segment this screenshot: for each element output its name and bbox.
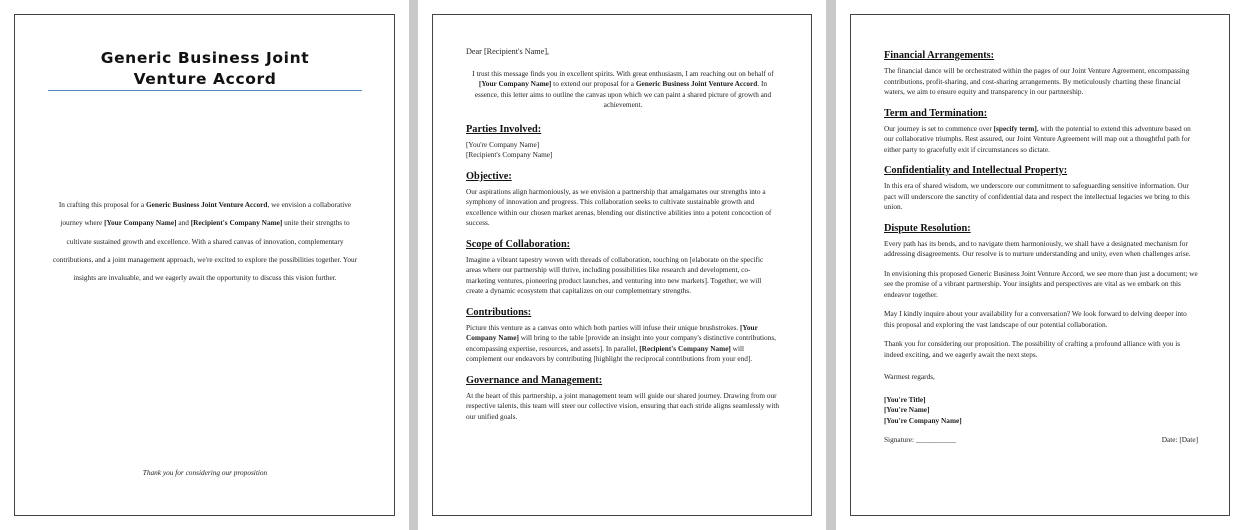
signature-block: [You're Title] [You're Name] [You're Company Name] (884, 394, 962, 425)
page-cover (0, 0, 409, 530)
closing-note: Thank you for considering our proposition (142, 468, 268, 477)
dispute-heading: Dispute Resolution: (884, 222, 971, 234)
greeting: Dear [Recipient's Name], (466, 47, 550, 56)
signature-line: Signature: ___________ (884, 435, 956, 444)
confidentiality-text: In this era of shared wisdom, we underscore our commitment to safeguarding sensitive information. Our pact will underscore the sanctity of confidential data and respect the intellectual legacies we bring to this union. (884, 181, 1190, 211)
date-field: Date: [Date] (1161, 435, 1198, 444)
envision-text: In envisioning this proposed Generic Business Joint Venture Accord, we see more than just a document; we see the promise of a vibrant partnership. Your insights and perspectives are vital as we embark on this endeavor together. (884, 268, 1198, 299)
financial-heading: Financial Arrangements: (884, 50, 995, 61)
opening-paragraph: I trust this message finds you in excellent spirits. With great enthusiasm, I am reaching out on behalf of [Your Company Name] to extend our proposal for a Generic Business Joint Venture Accord. In essence, this letter aims to outline the canvas upon which we can paint a shared picture of growth and achievement. (472, 68, 774, 109)
title-line-1: Generic Business Joint (100, 49, 310, 67)
title-line-2: Venture Accord (133, 70, 277, 88)
signature-row (884, 435, 1198, 446)
closing-column (884, 49, 1198, 446)
contributions-text: Picture this venture as a canvas onto which both parties will infuse their unique brushstrokes. [Your Company Name] will bring to the table [provide an insight into your company's distinctive contributions, encompassing expertise, resources, and assets]. In parallel, [Recipient's Company Name] will complement our endeavors by contributing [highlight the reciprocal contributions from your end]. (466, 322, 776, 363)
governance-text: At the heart of this partnership, a joint management team will guide our shared journey. Drawing from our respective talents, this team will steer our collective vision, ensuring that each stride aligns seamlessly with our unified goals. (466, 390, 780, 421)
document-title (40, 48, 370, 90)
term-text: Our journey is set to commence over [specify term], with the potential to extend this adventure based on our collaborative triumphs. Rest assured, our Joint Venture Agreement will map out a thoughtful path for either party to gracefully exit if circumstances so dictate. (884, 123, 1191, 154)
letter-column (466, 47, 780, 431)
regards: Warmest regards, (884, 372, 935, 381)
scope-heading: Scope of Collaboration: (466, 238, 571, 250)
inquire-text: May I kindly inquire about your availability for a conversation? We look forward to delving deeper into this proposal and exploring the vast landscape of our potential collaboration. (884, 309, 1187, 329)
objective-heading: Objective: (466, 170, 512, 182)
title-divider (48, 90, 362, 91)
financial-text: The financial dance will be orchestrated within the pages of our Joint Venture Agreement, encompassing contributions, profit-sharing, and cost-sharing arrangements. By meticulously charting these financial waters, we aim to ensure equity and transparency in our partnership. (884, 66, 1190, 96)
page-letter-closing (836, 0, 1244, 530)
term-heading: Term and Termination: (884, 107, 988, 119)
contributions-heading: Contributions: (466, 306, 532, 318)
parties-heading: Parties Involved: (466, 123, 542, 135)
dispute-text: Every path has its bends, and to navigate them harmoniously, we shall have a designated mechanism for addressing disagreements. Our resolve is to nurture understanding and unity, even when challenges arise. (884, 238, 1191, 258)
confidentiality-heading: Confidentiality and Intellectual Property: (884, 165, 1068, 176)
objective-text: Our aspirations align harmoniously, as we envision a partnership that amalgamates our strengths into a symphony of innovation and progress. This collaboration seeks to cultivate sustainable growth and excellence within our chosen market arenas, blending our distinctive abilities into a potent concoction of success. (466, 186, 772, 227)
intro-paragraph: In crafting this proposal for a Generic Business Joint Venture Accord, we envision a collaborative journey where [Your Company Name] and [Recipient's Company Name] unite their strengths to cultivate sustained growth and excellence. With a shared canvas of innovation, complementary contributions, and a joint management approach, we're excited to explore the possibilities together. Your insights are invaluable, and we eagerly await the opportunity to discuss this vision further. (52, 200, 358, 283)
page-letter-body (418, 0, 826, 530)
thanks-text: Thank you for considering our proposition. The possibility of crafting a profound alliance with you is indeed exciting, and we eagerly await the next steps. (884, 339, 1181, 359)
governance-heading: Governance and Management: (466, 374, 603, 386)
parties-list: [You're Company Name] [Recipient's Company Name] (466, 139, 553, 159)
scope-text: Imagine a vibrant tapestry woven with threads of collaboration, touching on [elaborate on the specific areas where our partnership will thrive, including possibilities like research and development, co-marketing ventures, pioneering product launches, and venturing into new markets]. Together, we will create a dynamic ecosystem that capitalizes on our complementary strengths. (466, 254, 764, 295)
